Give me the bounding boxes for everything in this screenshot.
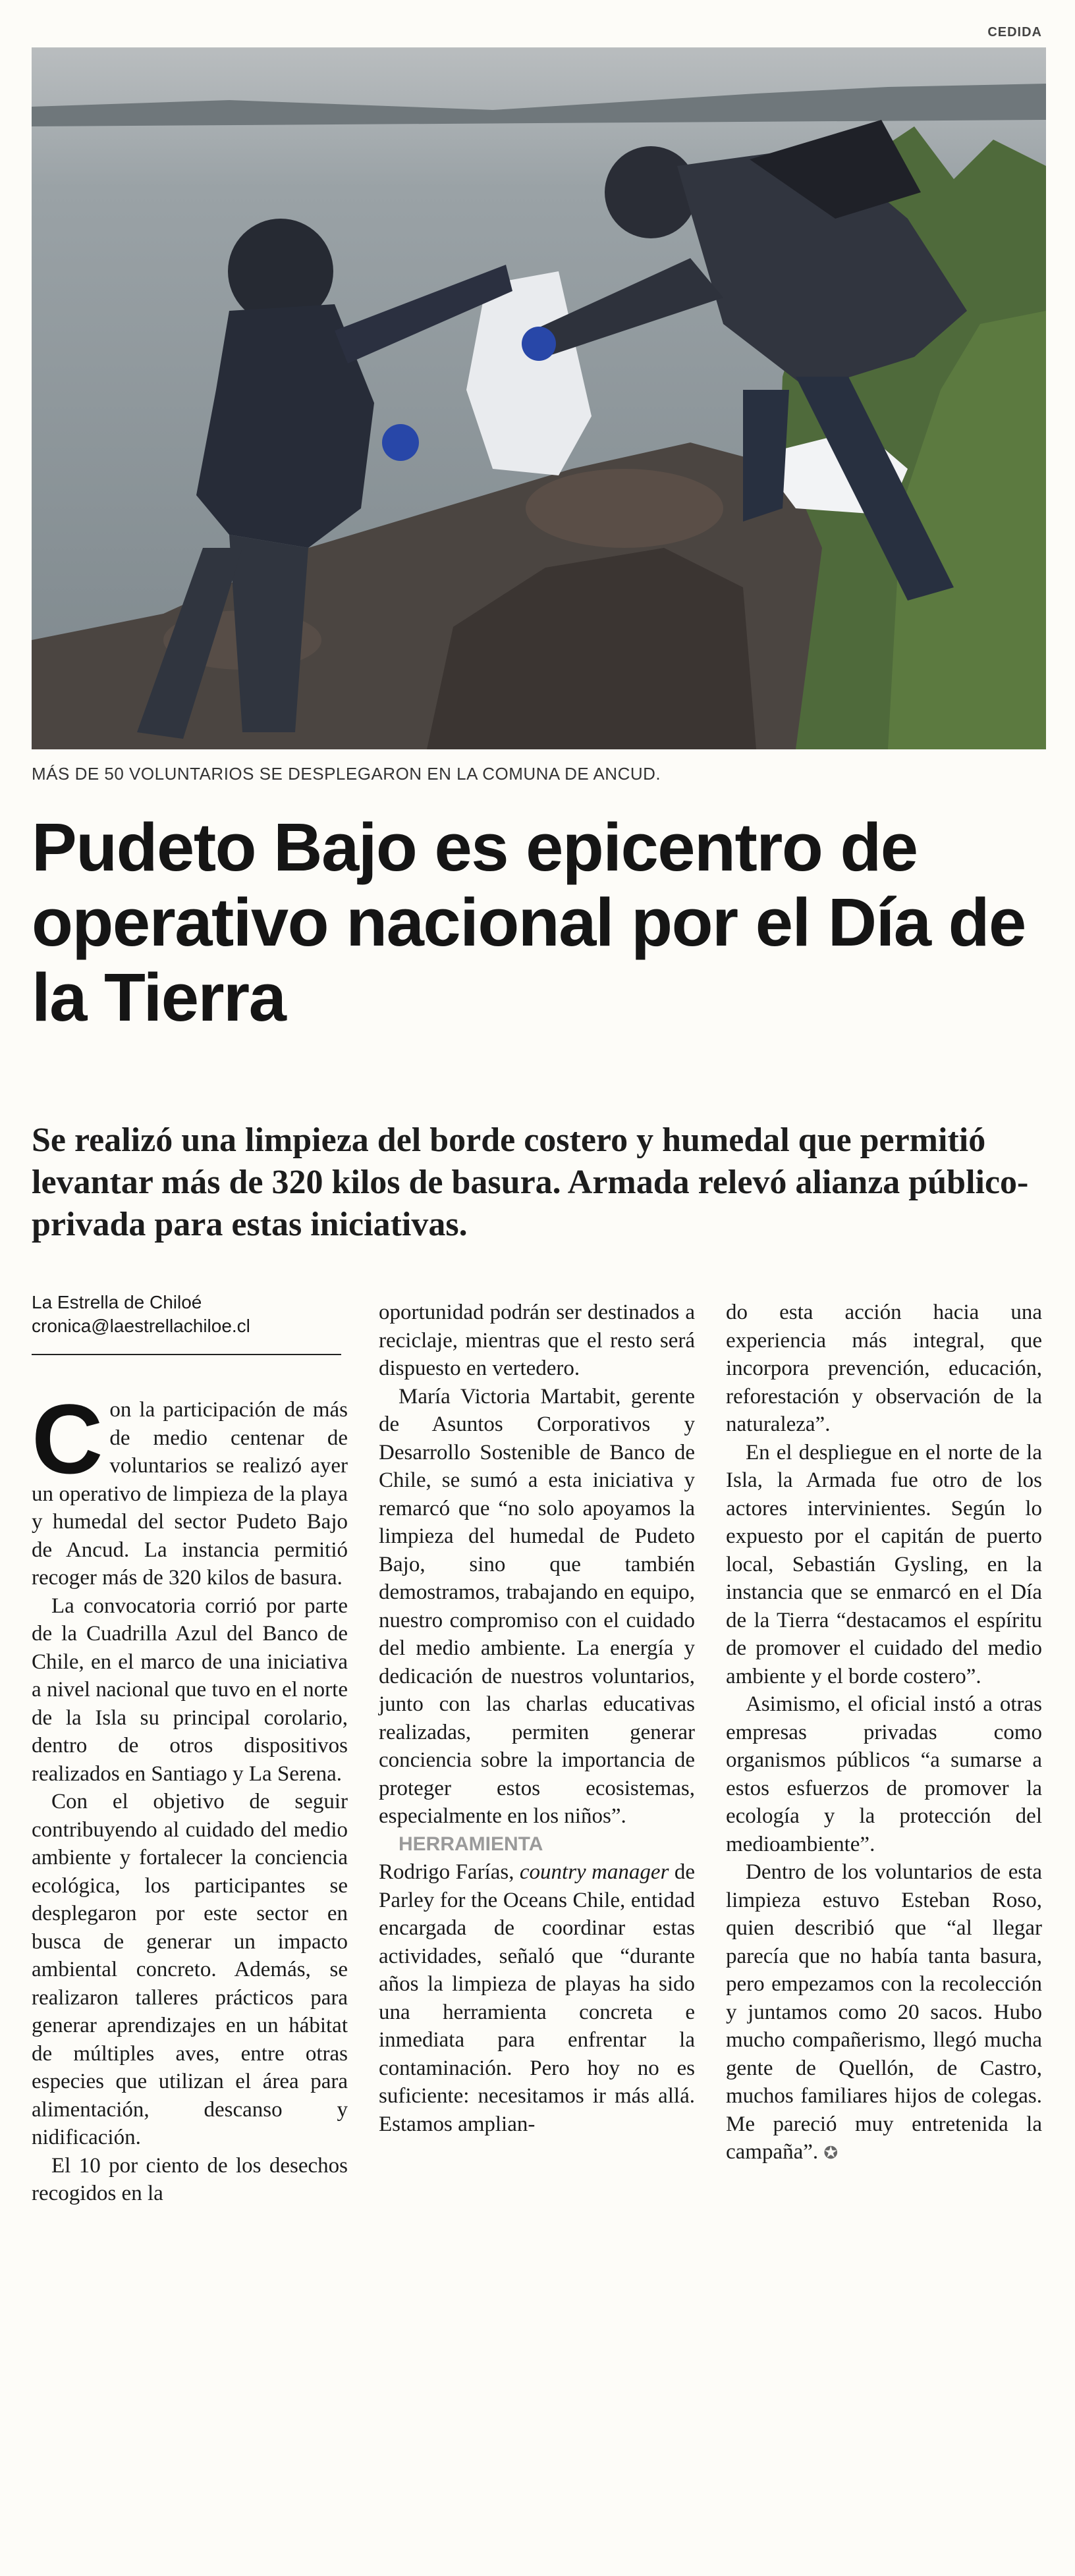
- paragraph: [726, 1858, 1042, 2168]
- article-column-1: [32, 1383, 348, 2208]
- paragraph: El 10 por ciento de los desechos recogidos en la: [32, 2153, 348, 2205]
- paragraph-text: de Parley for the Oceans Chile, entidad encargada de coordinar estas actividades, señaló que “durante años la limpieza de playas ha sido una herramienta concreta e inmediata para enfrentar la contaminación. Pero hoy no es suficiente: necesitamos ir más allá. Estamos amplian-: [379, 1860, 695, 2136]
- paragraph: do esta acción hacia una experiencia más integral, que incorpora prevención, educación, reforestación y observación de la naturaleza”.: [726, 1301, 1042, 1436]
- paragraph: En el despliegue en el norte de la Isla, la Armada fue otro de los actores intervinientes. Según lo expuesto por el capitán de puerto local, Sebastián Gysling, en la instancia que se enmarcó en el Día de la Tierra “destacamos el espíritu de promover el cuidado del medio ambiente y el borde costero”.: [726, 1440, 1042, 1688]
- article-column-3: [726, 1299, 1042, 2168]
- photo-credit: CEDIDA: [987, 25, 1042, 40]
- quote-role: country manager: [519, 1860, 669, 1884]
- paragraph: Con el objetivo de seguir contribuyendo al cuidado del medio ambiente y fortalecer la conciencia ecológica, los participantes se desplegaron por este sector en busca de generar un impacto ambiental concreto. Además, se realizaron talleres prácticos para generar aprendizajes en un hábitat de múltiples aves, entre otras especies que utilizan el área para alimentación, descanso y nidificación.: [32, 1790, 348, 2149]
- article-column-2: [379, 1299, 695, 2138]
- paragraph: [32, 1383, 348, 1592]
- section-subhead: HERRAMIENTA: [399, 1833, 543, 1855]
- paragraph: La convocatoria corrió por parte de la Cuadrilla Azul del Banco de Chile, en el marco de una iniciativa a nivel nacional que tuvo en el norte de la Isla su principal corolario, dentro de otros dispositivos realizados en Santiago y La Serena.: [32, 1594, 348, 1786]
- volunteers-photo-illustration: [32, 47, 1046, 749]
- drop-cap: C: [32, 1383, 103, 1494]
- paragraph: María Victoria Martabit, gerente de Asuntos Corporativos y Desarrollo Sostenible de Banco de Chile, se sumó a esta iniciativa y remarcó que “no solo apoyamos la limpieza del humedal de Pudeto Bajo, sino que también demostramos, trabajando en equipo, nuestro compromiso con el cuidado del medio ambiente. La energía y dedicación de nuestros voluntarios, junto con las charlas educativas realizadas, permiten generar conciencia sobre la importancia de proteger estos ecosistemas, especialmente en los niños”.: [379, 1384, 695, 1828]
- paragraph-text: Dentro de los voluntarios de esta limpieza estuvo Esteban Roso, quien describió que “al llegar parecía que no había tanta basura, pero empezamos con la recolección y juntamos como 20 sacos. Hubo mucho compañerismo, llegó mucha gente de Quellón, de Castro, muchos familiares hijos de colegas. Me pareció muy entretenida la campaña”.: [726, 1860, 1042, 2164]
- end-mark-icon: ✪: [823, 2143, 839, 2162]
- photo-caption: MÁS DE 50 VOLUNTARIOS SE DESPLEGARON EN LA COMUNA DE ANCUD.: [32, 764, 661, 784]
- paragraph: oportunidad podrán ser destinados a reciclaje, mientras que el resto será dispuesto en vertedero.: [379, 1301, 695, 1380]
- paragraph: Asimismo, el oficial instó a otras empresas privadas como organismos públicos “a sumarse a estos esfuerzos de promover la ecología y la protección del medioambiente”.: [726, 1692, 1042, 1856]
- byline-source: La Estrella de Chiloé: [32, 1292, 202, 1312]
- paragraph-text: on la participación de más de medio centenar de voluntarios se realizó ayer un operativo de limpieza de la playa y humedal del sector Pudeto Bajo de Ancud. La instancia permitió recoger más de 320 kilos de basura.: [32, 1398, 348, 1590]
- article-lead: Se realizó una limpieza del borde costero y humedal que permitió levantar más de 320 kilos de basura. Armada relevó alianza público-privada para estas iniciativas.: [32, 1121, 1029, 1243]
- byline: [32, 1291, 341, 1355]
- quote-name: Rodrigo Farías,: [379, 1860, 520, 1884]
- article-photo: [32, 47, 1046, 749]
- article-headline: Pudeto Bajo es epicentro de operativo nacional por el Día de la Tierra: [32, 809, 1026, 1035]
- paragraph: [379, 1858, 695, 2138]
- byline-email: cronica@laestrellachiloe.cl: [32, 1316, 250, 1336]
